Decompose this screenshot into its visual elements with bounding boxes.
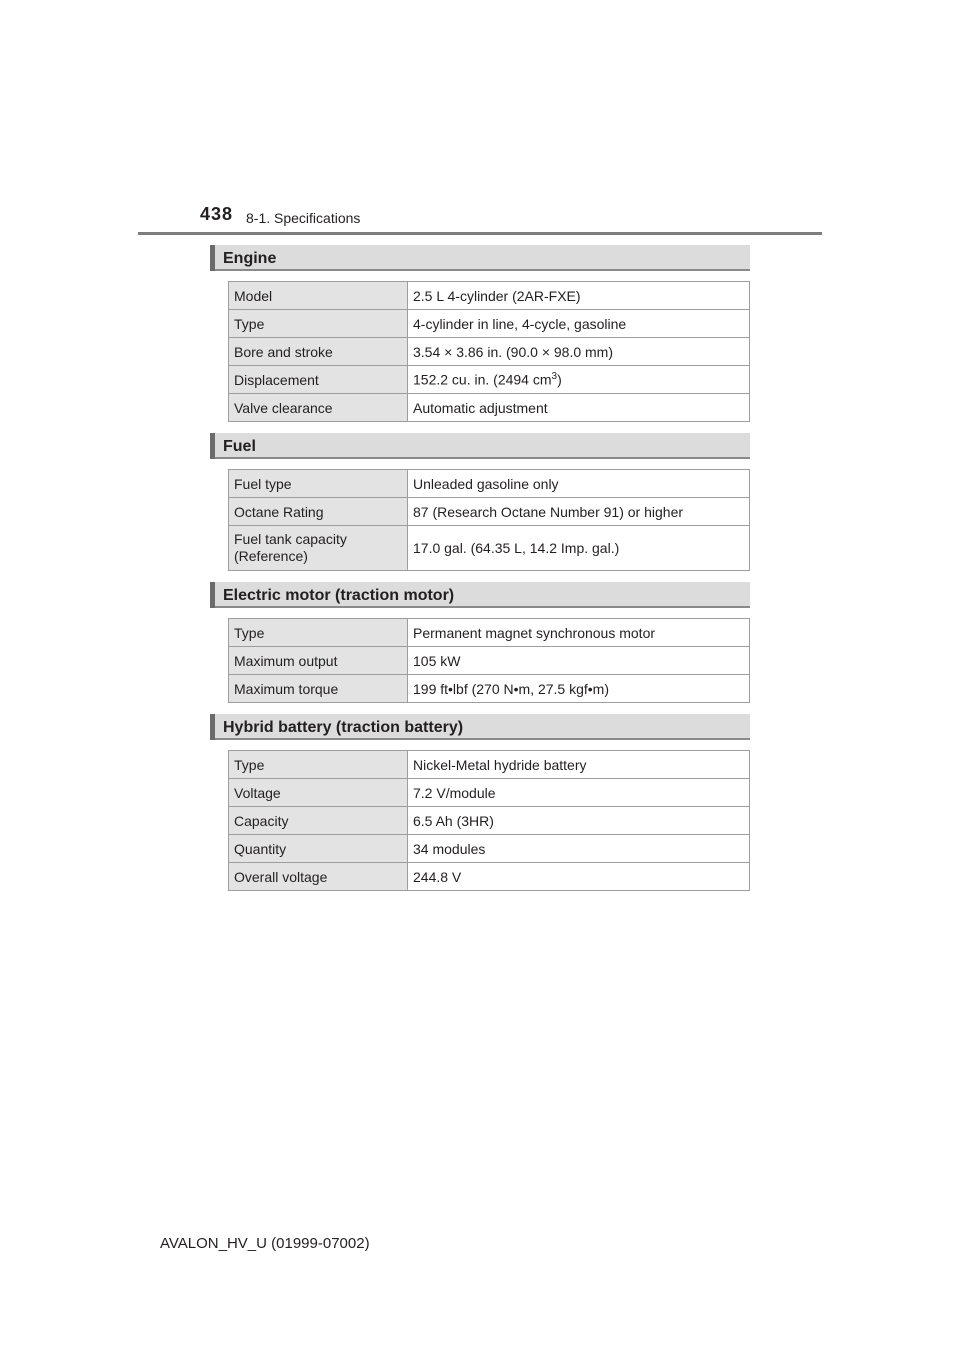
spec-value: 4-cylinder in line, 4-cycle, gasoline — [408, 310, 750, 338]
spec-label: Valve clearance — [229, 394, 408, 422]
spec-label: Maximum output — [229, 647, 408, 675]
section-heading-fuel: Fuel — [210, 433, 750, 459]
spec-value: 6.5 Ah (3HR) — [408, 807, 750, 835]
spec-label: Voltage — [229, 779, 408, 807]
document-code: AVALON_HV_U (01999-07002) — [160, 1235, 370, 1252]
table-row — [229, 863, 750, 891]
superscript-3: 3 — [551, 371, 558, 383]
table-row — [229, 647, 750, 675]
spec-value: 105 kW — [408, 647, 750, 675]
spec-label: Quantity — [229, 835, 408, 863]
spec-label: Bore and stroke — [229, 338, 408, 366]
table-row — [229, 779, 750, 807]
spec-value: 244.8 V — [408, 863, 750, 891]
header-rule — [138, 232, 822, 235]
spec-value: 17.0 gal. (64.35 L, 14.2 Imp. gal.) — [408, 526, 750, 571]
engine-section — [210, 245, 750, 422]
displacement-value-text: 152.2 cu. in. (2494 cm — [413, 371, 552, 388]
section-heading-electric-motor: Electric motor (traction motor) — [210, 582, 750, 608]
table-row — [229, 498, 750, 526]
table-row — [229, 751, 750, 779]
spec-label: Capacity — [229, 807, 408, 835]
section-label: 8-1. Specifications — [246, 210, 361, 226]
table-row — [229, 310, 750, 338]
spec-label: Octane Rating — [229, 498, 408, 526]
electric-motor-spec-table — [228, 618, 750, 703]
displacement-value-close: ) — [557, 371, 562, 388]
table-row — [229, 675, 750, 703]
page-number: 438 — [200, 204, 234, 224]
spec-value: 3.54 × 3.86 in. (90.0 × 98.0 mm) — [408, 338, 750, 366]
engine-spec-table — [228, 281, 750, 422]
spec-label: Fuel type — [229, 470, 408, 498]
table-row — [229, 835, 750, 863]
spec-value: 34 modules — [408, 835, 750, 863]
spec-value: 87 (Research Octane Number 91) or higher — [408, 498, 750, 526]
spec-value — [408, 366, 750, 394]
table-row — [229, 282, 750, 310]
table-row — [229, 338, 750, 366]
spec-label: Overall voltage — [229, 863, 408, 891]
section-heading-hybrid-battery: Hybrid battery (traction battery) — [210, 714, 750, 740]
spec-value: 199 ft•lbf (270 N•m, 27.5 kgf•m) — [408, 675, 750, 703]
spec-label: Type — [229, 310, 408, 338]
spec-value: Unleaded gasoline only — [408, 470, 750, 498]
table-row — [229, 619, 750, 647]
hybrid-battery-spec-table — [228, 750, 750, 891]
spec-label: Model — [229, 282, 408, 310]
fuel-spec-table — [228, 469, 750, 571]
section-heading-engine: Engine — [210, 245, 750, 271]
spec-value: Nickel-Metal hydride battery — [408, 751, 750, 779]
spec-label: Type — [229, 751, 408, 779]
table-row — [229, 807, 750, 835]
fuel-section — [210, 433, 750, 571]
table-row — [229, 394, 750, 422]
spec-content — [210, 245, 750, 902]
hybrid-battery-section — [210, 714, 750, 891]
spec-value: Automatic adjustment — [408, 394, 750, 422]
spec-value: Permanent magnet synchronous motor — [408, 619, 750, 647]
spec-label: Fuel tank capacity (Reference) — [229, 526, 408, 571]
spec-label: Type — [229, 619, 408, 647]
spec-value: 7.2 V/module — [408, 779, 750, 807]
spec-value: 2.5 L 4-cylinder (2AR-FXE) — [408, 282, 750, 310]
page-header — [0, 0, 960, 240]
table-row — [229, 526, 750, 571]
electric-motor-section — [210, 582, 750, 703]
table-row — [229, 470, 750, 498]
spec-label: Displacement — [229, 366, 408, 394]
table-row — [229, 366, 750, 394]
spec-label: Maximum torque — [229, 675, 408, 703]
